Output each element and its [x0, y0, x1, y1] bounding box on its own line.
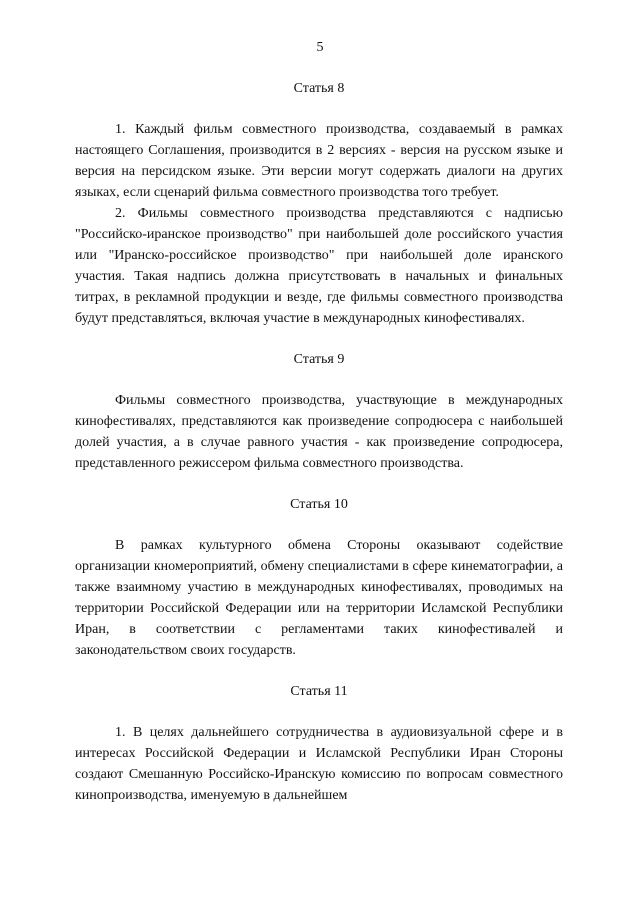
- article-paragraph: В рамках культурного обмена Стороны оказывают содействие организации кномероприятий, обмену специалистами в сфере кинематографии, а также взаимному участию в международных кинофестивалях, проводимых на территории Российской Федерации или на территории Исламской Республики Иран, в соответствии с регламентами таких кинофестивалей и законодательством своих государств.: [75, 538, 563, 658]
- article-paragraph: 1. Каждый фильм совместного производства, создаваемый в рамках настоящего Соглашения, производится в 2 версиях - версия на русском языке и версия на персидском языке. Эти версии могут содержать диалоги на других языках, если сценарий фильма совместного производства того требует.: [75, 122, 563, 200]
- article-paragraph: 1. В целях дальнейшего сотрудничества в аудиовизуальной сфере и в интересах Российской Федерации и Исламской Республики Иран Стороны создают Смешанную Российско-Иранскую комиссию по вопросам совместного кинопроизводства, именуемую в дальнейшем: [75, 725, 563, 803]
- document-body: [75, 70, 563, 826]
- article-paragraph: 2. Фильмы совместного производства представляются с надписью "Российско-иранское производство" при наибольшей доле российского участия или "Иранско-российское производство" при наибольшей доле иранского участия. Такая надпись должна присутствовать в начальных и финальных титрах, в рекламной продукции и везде, где фильмы совместного производства будут представляться, включая участие в международных кинофестивалях.: [75, 206, 563, 326]
- article-heading: Статья 11: [290, 684, 348, 699]
- article-heading: Статья 9: [293, 352, 345, 367]
- article-9: [75, 349, 563, 474]
- page-number: 5: [316, 40, 324, 55]
- article-11: [75, 681, 563, 806]
- article-paragraph: Фильмы совместного производства, участвующие в международных кинофестивалях, представляются как произведение сопродюсера с наибольшей долей участия, а в случае равного участия - как произведение сопродюсера, представленного режиссером фильма совместного производства.: [75, 393, 563, 471]
- article-heading: Статья 10: [290, 497, 348, 512]
- article-10: [75, 494, 563, 661]
- article-8: [75, 78, 563, 329]
- article-heading: Статья 8: [293, 81, 345, 96]
